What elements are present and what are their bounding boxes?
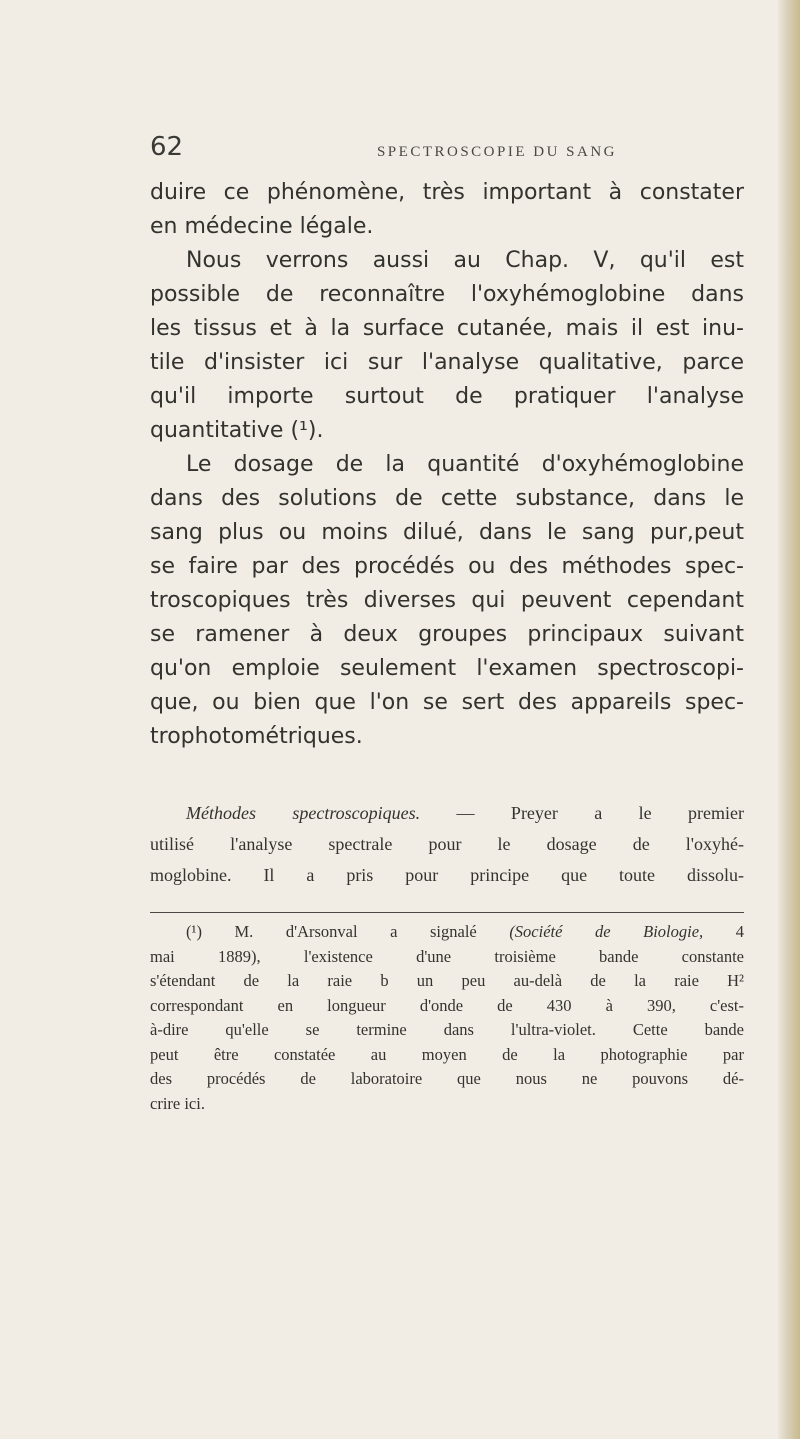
body-line: duire ce phénomène, très important à constater <box>150 180 744 205</box>
footnote-text: M. d'Arsonval a signalé <box>201 922 510 941</box>
body-line: quantitative (¹). <box>150 418 324 443</box>
footnote-divider <box>150 912 744 913</box>
body-line: troscopiques très diverses qui peuvent cependant <box>150 588 744 613</box>
methods-heading: Méthodes spectroscopiques. <box>186 803 421 823</box>
footnote-line: crire ici. <box>150 1093 205 1113</box>
footnote-text: 4 <box>703 922 744 941</box>
body-line: se ramener à deux groupes principaux suivant <box>150 622 744 647</box>
body-line: tile d'insister ici sur l'analyse qualitative, parce <box>150 350 744 375</box>
page-header <box>150 132 750 162</box>
footnote-line: s'étendant de la raie b un peu au-delà de la raie H² <box>150 971 744 990</box>
main-paragraphs <box>150 176 744 754</box>
footnote <box>150 920 744 1116</box>
footnote-citation: (Société de Biologie, <box>509 922 704 941</box>
footnote-line <box>150 920 744 945</box>
methods-line: utilisé l'analyse spectrale pour le dosage de l'oxyhé- <box>150 834 744 854</box>
body-line: trophotométriques. <box>150 724 363 749</box>
page-edge <box>778 0 800 1439</box>
body-line: qu'on emploie seulement l'examen spectroscopi- <box>150 656 744 681</box>
body-line: dans des solutions de cette substance, dans le <box>150 486 744 511</box>
footnote-marker: (¹) <box>186 922 202 941</box>
body-line: qu'il importe surtout de pratiquer l'analyse <box>150 384 744 409</box>
methods-paragraph <box>150 798 744 891</box>
body-line: les tissus et à la surface cutanée, mais il est inu- <box>150 316 744 341</box>
footnote-line: correspondant en longueur d'onde de 430 à 390, c'est- <box>150 995 744 1015</box>
running-head: SPECTROSCOPIE DU SANG <box>376 144 618 160</box>
methods-line: moglobine. Il a pris pour principe que toute dissolu- <box>150 865 744 885</box>
body-line: que, ou bien que l'on se sert des appareils spec- <box>150 690 744 715</box>
body-line: sang plus ou moins dilué, dans le sang pur,peut <box>150 520 744 545</box>
body-line: se faire par des procédés ou des méthodes spec- <box>150 554 744 579</box>
footnote-line: peut être constatée au moyen de la photographie par <box>150 1044 744 1064</box>
methods-line <box>150 798 744 829</box>
footnote-line: à-dire qu'elle se termine dans l'ultra-violet. Cette bande <box>150 1020 744 1039</box>
footnote-line: mai 1889), l'existence d'une troisième bande constante <box>150 946 744 966</box>
body-line: Le dosage de la quantité d'oxyhémoglobine <box>186 452 744 477</box>
body-line: Nous verrons aussi au Chap. V, qu'il est <box>186 248 744 273</box>
footnote-line: des procédés de laboratoire que nous ne pouvons dé- <box>150 1069 744 1088</box>
body-line: en médecine légale. <box>150 214 374 239</box>
methods-text: — Preyer a le premier <box>420 803 744 823</box>
page-number: 62 <box>150 132 184 162</box>
body-line: possible de reconnaître l'oxyhémoglobine dans <box>150 282 744 307</box>
